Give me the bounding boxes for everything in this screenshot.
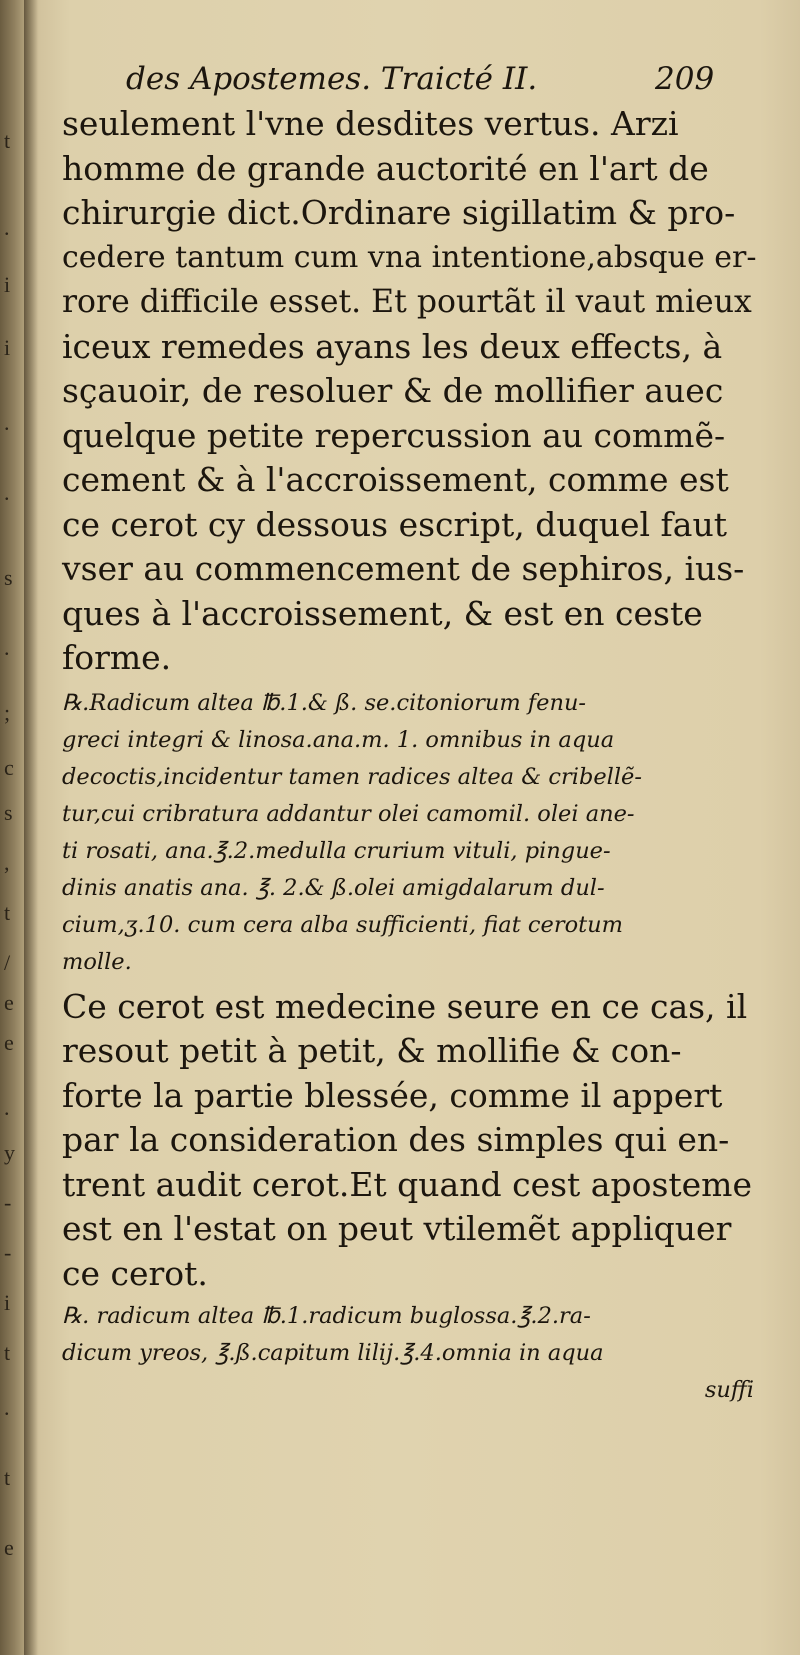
recipe-line: decoctis,incidentur tamen radices altea & cribellẽ- [62,763,642,790]
edge-mark: . [4,410,10,435]
binding-gutter [24,0,38,1655]
edge-mark: s [4,565,13,590]
text-line: est en l'estat on peut vtilemẽt appliquer [62,1209,732,1248]
edge-mark: - [4,1240,12,1265]
edge-mark: . [4,1095,10,1120]
edge-mark: t [4,1340,11,1365]
running-title: des Apostemes. Traicté II. [126,61,538,97]
paragraph-1 [62,102,762,681]
recipe-line: molle. [62,948,132,975]
text-line: ce cerot. [62,1253,208,1293]
recipe-line: dicum yreos, ℥.ß.capitum lilij.℥.4.omnia in aqua [62,1340,604,1366]
edge-mark: e [4,990,14,1015]
recipe-line: greci integri & linosa.ana.m. 1. omnibus in aqua [62,726,615,753]
page-text [62,56,762,1409]
text-line: cement & à l'accroissement, comme est [62,460,729,499]
recipe-line: cium,ʒ.10. cum cera alba sufficienti, fiat cerotum [62,911,623,938]
text-line: ce cerot cy dessous escript, duquel faut [62,504,727,544]
edge-mark: . [4,1395,10,1420]
edge-mark: t [4,900,11,925]
text-line: ques à l'accroissement, & est en ceste [62,593,703,633]
text-line: quelque petite repercussion au commẽ- [62,415,726,455]
recipe-line: ℞. radicum altea ℔.1.radicum buglossa.℥.2.ra- [62,1303,591,1329]
page-number: 209 [655,61,715,97]
recipe-line: tur,cui cribratura addantur olei camomil. olei ane- [62,800,635,827]
text-line: vser au commencement de sephiros, ius- [62,549,745,588]
text-line: homme de grande auctorité en l'art de [62,148,709,188]
paragraph-2 [62,985,762,1297]
text-line: seulement l'vne desdites vertus. Arzi [62,104,679,143]
recipe-line: dinis anatis ana. ℥. 2.& ß.olei amigdalarum dul- [62,874,605,901]
edge-mark: y [4,1140,15,1165]
text-line: forte la partie blessée, comme il appert [62,1075,723,1115]
edge-mark: i [4,272,11,297]
previous-page-edge [0,0,22,1655]
edge-mark: i [4,335,11,360]
text-line: iceux remedes ayans les deux effects, à [62,326,723,366]
edge-mark: e [4,1030,14,1055]
recipe-line: ti rosati, ana.℥.2.medulla crurium vituli, pingue- [62,837,611,864]
catchword: suffi [704,1377,754,1403]
edge-mark: t [4,128,11,153]
text-line: sçauoir, de resoluer & de mollifier auec [62,371,724,410]
recipe-2 [62,1298,762,1372]
edge-mark: s [4,800,13,825]
text-line: chirurgie dict.Ordinare sigillatim & pro- [62,193,736,232]
edge-mark: . [4,215,10,240]
edge-mark: , [4,850,10,875]
text-line: resout petit à petit, & mollifie & con- [62,1031,682,1070]
edge-mark: ; [4,700,11,725]
edge-mark: e [4,1535,14,1560]
edge-mark: - [4,1190,12,1215]
text-line: par la consideration des simples qui en- [62,1120,730,1159]
running-header [62,56,762,102]
text-line: forme. [62,638,172,677]
edge-mark: / [4,950,11,975]
text-line: Ce cerot est medecine seure en ce cas, il [62,986,748,1026]
edge-mark: . [4,480,10,505]
text-line: cedere tantum cum vna intentione,absque er- [62,239,757,275]
edge-mark: c [4,755,14,780]
text-line: trent audit cerot.Et quand cest aposteme [62,1164,753,1204]
edge-mark: . [4,635,10,660]
edge-mark: i [4,1290,11,1315]
recipe-line: ℞.Radicum altea ℔.1.& ß. se.citoniorum fenu- [62,689,587,716]
recipe-1 [62,685,762,981]
text-line: rore difficile esset. Et pourtãt il vaut mieux [62,284,752,320]
edge-mark: t [4,1465,11,1490]
